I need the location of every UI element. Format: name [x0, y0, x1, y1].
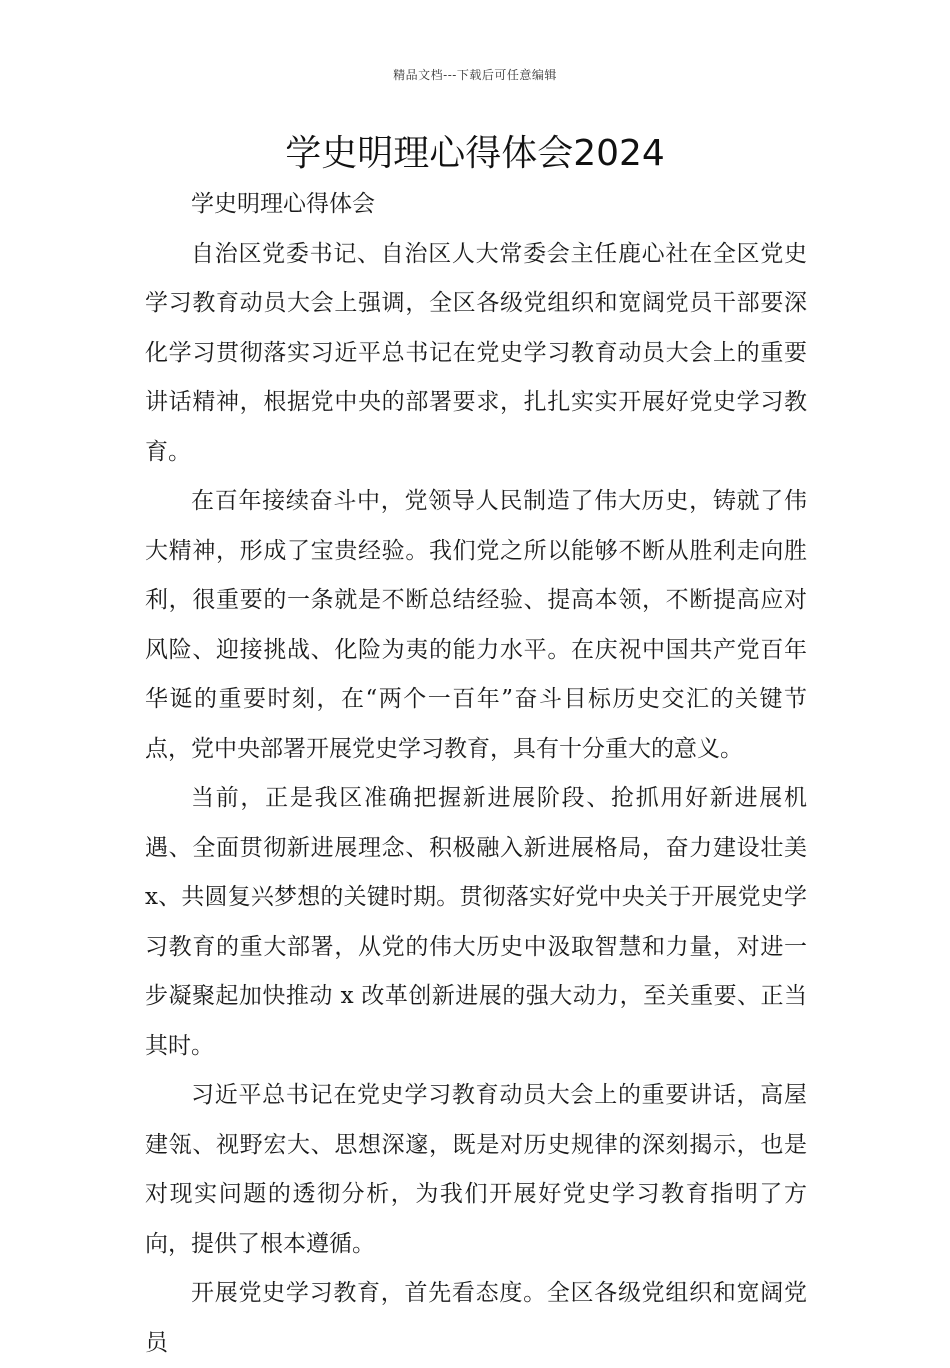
- header-note: 精品文档---下载后可任意编辑: [393, 68, 557, 82]
- body-paragraph: 在百年接续奋斗中，党领导人民制造了伟大历史，铸就了伟大精神，形成了宝贵经验。我们党之所以能够不断从胜利走向胜利，很重要的一条就是不断总结经验、提高本领，不断提高应对风险、迎接挑战、化险为夷的能力水平。在庆祝中国共产党百年华诞的重要时刻，在“两个一百年”奋斗目标历史交汇的关键节点，党中央部署开展党史学习教育，具有十分重大的意义。: [145, 488, 807, 762]
- document-body: [145, 180, 807, 1368]
- body-paragraph: 当前，正是我区准确把握新进展阶段、抢抓用好新进展机遇、全面贯彻新进展理念、积极融入新进展格局，奋力建设壮美 x、共圆复兴梦想的关键时期。贯彻落实好党中央关于开展党史学习教育的重大部署，从党的伟大历史中汲取智慧和力量，对进一步凝聚起加快推动 x 改革创新进展的强大动力，至关重要、正当其时。: [145, 785, 807, 1059]
- body-paragraph: 开展党史学习教育，首先看态度。全区各级党组织和宽阔党员: [145, 1280, 807, 1356]
- document-title: 学史明理心得体会2024: [285, 133, 665, 174]
- subtitle-paragraph: 学史明理心得体会: [191, 191, 375, 217]
- body-paragraph: 习近平总书记在党史学习教育动员大会上的重要讲话，高屋建瓴、视野宏大、思想深邃，既是对历史规律的深刻揭示，也是对现实问题的透彻分析，为我们开展好党史学习教育指明了方向，提供了根本遵循。: [145, 1082, 807, 1257]
- body-paragraph: 自治区党委书记、自治区人大常委会主任鹿心社在全区党史学习教育动员大会上强调，全区各级党组织和宽阔党员干部要深化学习贯彻落实习近平总书记在党史学习教育动员大会上的重要讲话精神，根据党中央的部署要求，扎扎实实开展好党史学习教育。: [145, 240, 807, 465]
